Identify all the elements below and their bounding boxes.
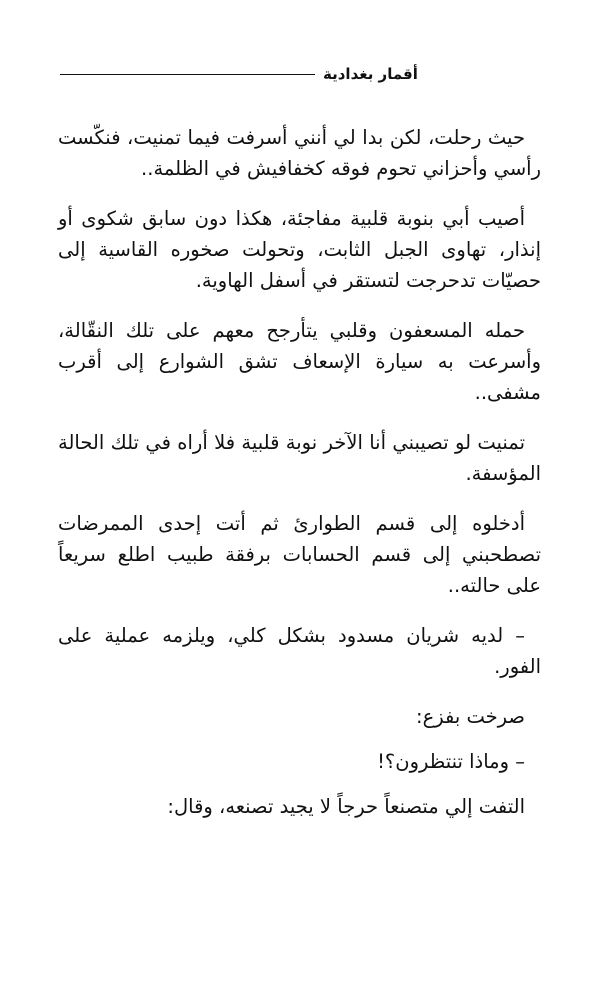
paragraph-9: التفت إلي متصنعاً حرجاً لا يجيد تصنعه، وقال: — [167, 795, 525, 818]
paragraph-6: – لديه شريان مسدود بشكل كلي، ويلزمه عملية على الفور. — [58, 624, 541, 678]
book-title: أقمار بغدادية — [323, 65, 418, 83]
paragraph-4: تمنيت لو تصيبني أنا الآخر نوبة قلبية فلا أراه في تلك الحالة المؤسفة. — [58, 431, 541, 485]
paragraph-2: أصيب أبي بنوبة قلبية مفاجئة، هكذا دون سابق شكوى أو إنذار، تهاوى الجبل الثابت، وتحولت صخوره القاسية إلى حصيّات تدحرجت لتستقر في أسفل الهاوية. — [58, 207, 541, 292]
paragraph-5: أدخلوه إلى قسم الطوارئ ثم أتت إحدى الممرضات تصطحبني إلى قسم الحسابات برفقة طبيب اطلع سريعاً على حالته.. — [58, 512, 541, 597]
paragraph-1: حيث رحلت، لكن بدا لي أنني أسرفت فيما تمنيت، فنكّست رأسي وأحزاني تحوم فوقه كخفافيش في الظلمة.. — [58, 126, 541, 180]
page-body — [58, 122, 541, 836]
header-rule — [60, 74, 315, 75]
paragraph-8: – وماذا تنتظرون؟! — [377, 750, 525, 773]
paragraph-3: حمله المسعفون وقلبي يتأرجح معهم على تلك النقّالة، وأسرعت به سيارة الإسعاف تشق الشوارع إلى أقرب مشفى.. — [58, 319, 541, 404]
running-header — [60, 56, 450, 92]
paragraph-7: صرخت بفزع: — [416, 705, 525, 728]
